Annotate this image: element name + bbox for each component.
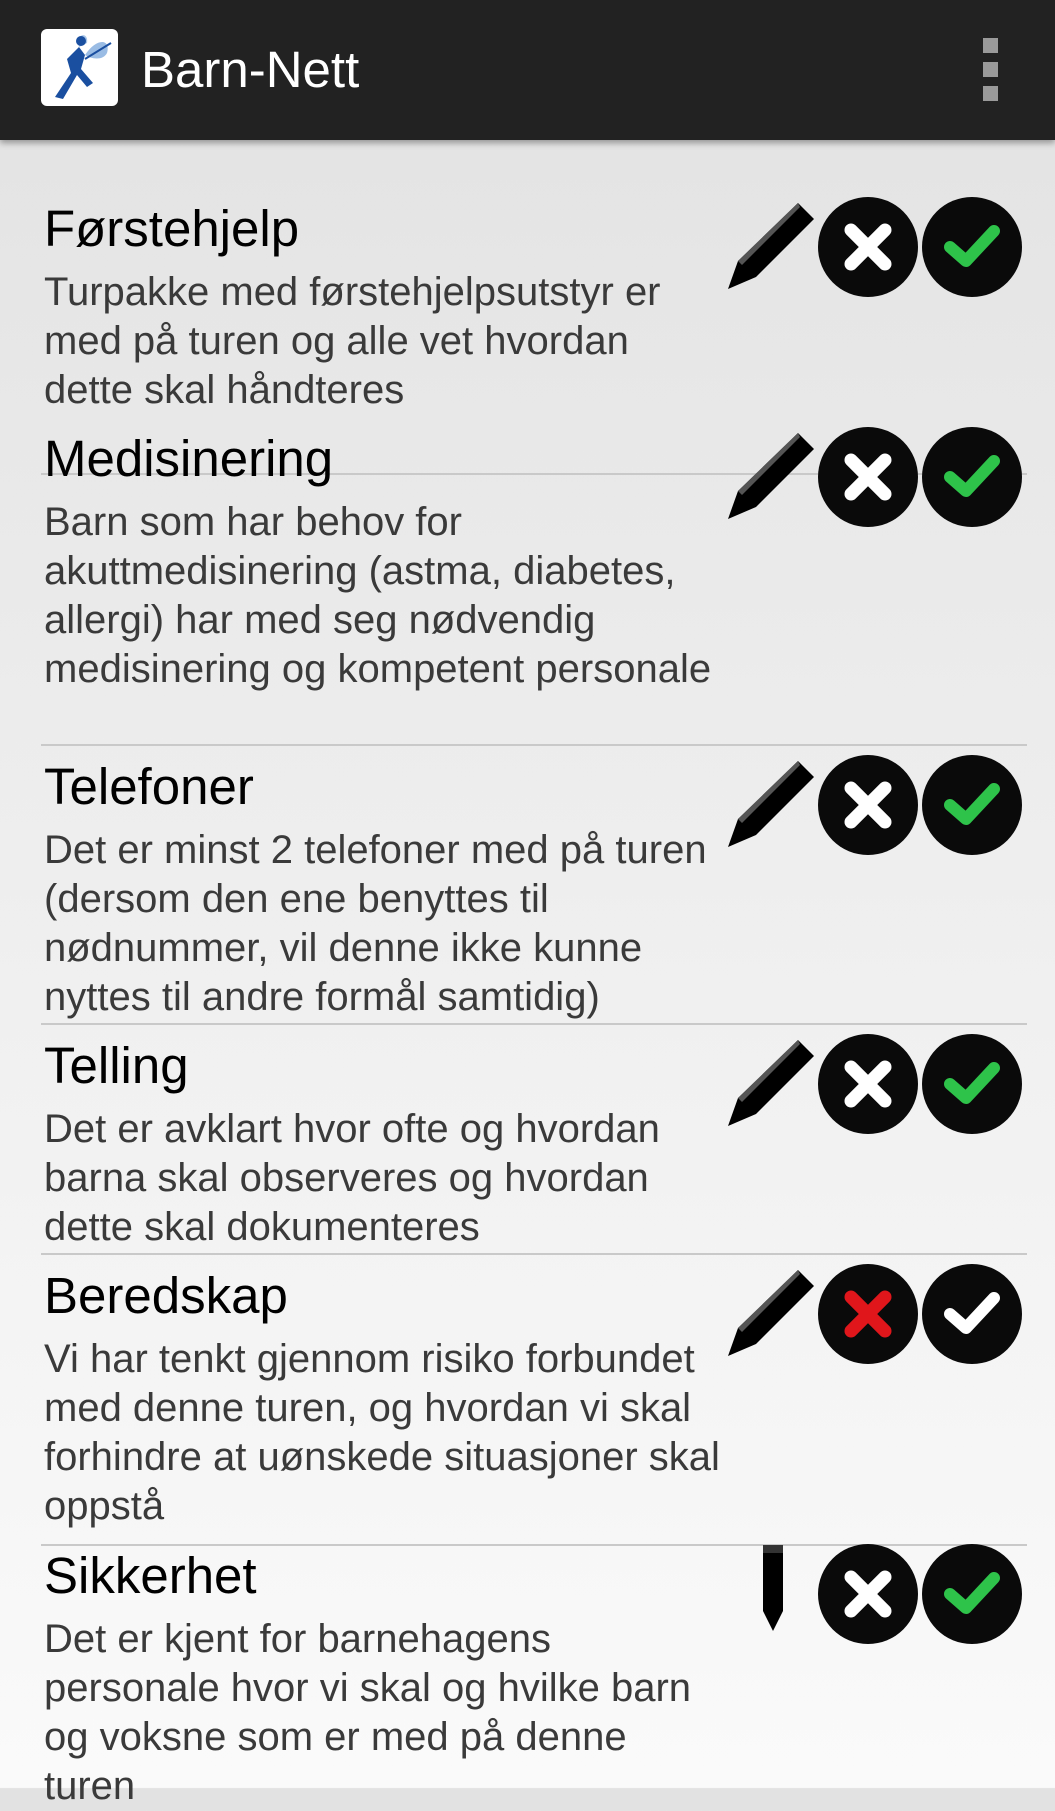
reject-button[interactable] xyxy=(818,755,918,855)
edit-pencil-icon[interactable] xyxy=(726,201,816,296)
item-title: Telefoner xyxy=(44,758,254,815)
item-description: Turpakke med førstehjelpsutstyr er med på turen og alle vet hvordan dette skal håndteres xyxy=(44,270,661,412)
close-icon xyxy=(818,1544,918,1644)
approve-button[interactable] xyxy=(922,427,1022,527)
approve-button[interactable] xyxy=(922,755,1022,855)
reject-button[interactable] xyxy=(818,427,918,527)
reject-button[interactable] xyxy=(818,197,918,297)
divider xyxy=(41,744,1027,746)
app-logo-icon xyxy=(41,29,118,106)
close-icon xyxy=(818,427,918,527)
close-icon xyxy=(818,197,918,297)
approve-button[interactable] xyxy=(922,1544,1022,1644)
divider xyxy=(41,1023,1027,1025)
app-title: Barn-Nett xyxy=(141,41,360,98)
close-icon xyxy=(818,1264,918,1364)
item-title: Førstehjelp xyxy=(44,200,300,257)
edit-pencil-icon[interactable] xyxy=(726,1268,816,1363)
checkmark-icon xyxy=(922,197,1022,297)
approve-button[interactable] xyxy=(922,1034,1022,1134)
reject-button[interactable] xyxy=(818,1264,918,1364)
item-title: Telling xyxy=(44,1037,189,1094)
checkmark-icon xyxy=(922,1034,1022,1134)
approve-button[interactable] xyxy=(922,197,1022,297)
app-bar xyxy=(0,0,1055,140)
item-title: Medisinering xyxy=(44,430,334,487)
divider xyxy=(41,1253,1027,1255)
edit-pencil-icon[interactable] xyxy=(726,431,816,526)
item-description: Det er avklart hvor ofte og hvordan barna skal observeres og hvordan dette skal dokumenteres xyxy=(44,1107,660,1249)
approve-button[interactable] xyxy=(922,1264,1022,1364)
edit-pencil-icon[interactable] xyxy=(758,1543,788,1638)
close-icon xyxy=(818,755,918,855)
item-title: Sikkerhet xyxy=(44,1547,257,1604)
item-title: Beredskap xyxy=(44,1267,288,1324)
close-icon xyxy=(818,1034,918,1134)
checkmark-icon xyxy=(922,427,1022,527)
item-description: Det er kjent for barnehagens personale hvor vi skal og hvilke barn og voksne som er med på denne turen xyxy=(44,1617,692,1808)
edit-pencil-icon[interactable] xyxy=(726,1038,816,1133)
checkmark-icon xyxy=(922,1544,1022,1644)
item-description: Det er minst 2 telefoner med på turen (dersom den ene benyttes til nødnummer, vil denne ikke kunne nyttes til andre formål samtidig) xyxy=(44,828,707,1019)
reject-button[interactable] xyxy=(818,1544,918,1644)
edit-pencil-icon[interactable] xyxy=(726,759,816,854)
checkmark-icon xyxy=(922,755,1022,855)
item-description: Barn som har behov for akuttmedisinering (astma, diabetes, allergi) har med seg nødvendig medisinering og kompetent personale xyxy=(44,500,712,691)
reject-button[interactable] xyxy=(818,1034,918,1134)
item-description: Vi har tenkt gjennom risiko forbundet med denne turen, og hvordan vi skal forhindre at uønskede situasjoner skal oppstå xyxy=(44,1337,720,1528)
checkmark-icon xyxy=(922,1264,1022,1364)
overflow-menu-icon[interactable] xyxy=(975,34,1005,104)
